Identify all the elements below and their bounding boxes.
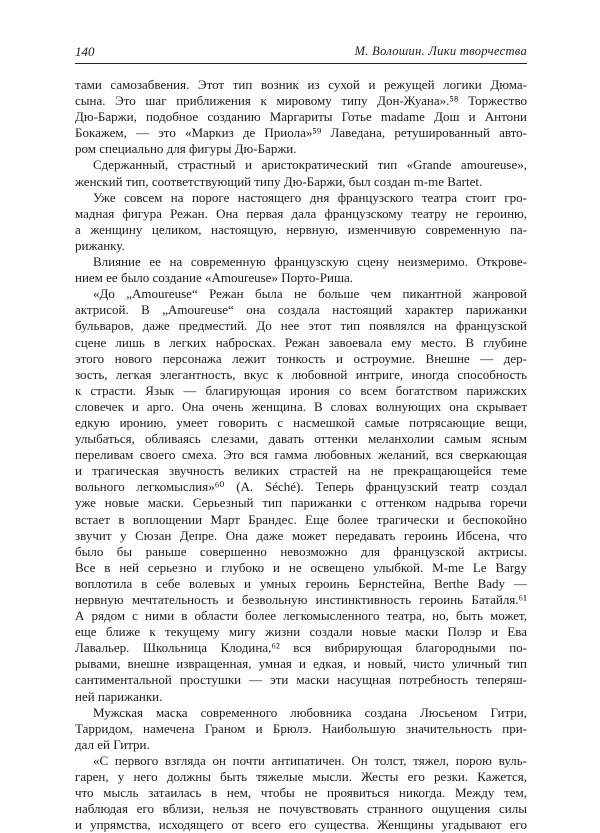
text-line: едкую иронию, умеет говорить с насмешкой самые потрясающие вещи, <box>75 414 527 430</box>
running-header <box>75 44 527 64</box>
text-line: «До „Amoureuse“ Режан была не больше чем пикантной жанровой <box>93 286 527 302</box>
text-line: воплотила в себе волевых и умных героинь Бернстейна, Berthe Bady — <box>75 575 527 591</box>
text-line: улыбаться, обливаясь слезами, давать оттенки меланхолии самым ясным <box>75 431 527 447</box>
text-line: бульваров, даже предместий. До нее этот тип появлялся на французской <box>75 318 527 334</box>
text-line: этого нового персонажа лежит тонкость и остроумие. Внешне — дер- <box>75 350 527 366</box>
text-line: сантиментальной простушки — эти маски насущная потребность теперяш- <box>75 672 527 688</box>
text-line: «С первого взгляда он почти антипатичен. Он толст, тяжел, порою вуль- <box>93 752 527 768</box>
text-line: актрисой. В „Amoureuse“ она создала настоящий характер парижанки <box>75 302 527 318</box>
text-line: дал ей Гитри. <box>75 736 150 752</box>
text-line: тами самозабвения. Этот тип возник из сухой и режущей логики Дюма- <box>75 77 527 92</box>
body-text <box>75 77 527 833</box>
text-line: к страсти. Язык — благирующая ирония со всем богатством парижских <box>75 382 527 398</box>
text-line: Мужская маска современного любовника создана Люсьеном Гитри, <box>93 704 527 720</box>
text-line: еще ближе к текущему мигу жизни создали новые маски Полэр и Ева <box>75 624 527 640</box>
text-line: Дю-Баржи, подобное созданию Маргариты Готье madame Дош и Антони <box>75 109 527 125</box>
text-line: а женщину целиком, настоящую, нервную, изменчивую современную па- <box>75 221 527 237</box>
text-line: нием ее было создание «Amoureuse» Порто-Риша. <box>75 270 353 286</box>
text-line: нервную мечтательность и безвольную инстинктивность героинь Батайля.⁶¹ <box>75 592 527 607</box>
text-line: Бокажем, — это «Маркиз де Приола»⁵⁹ Лаведана, ретушированный авто- <box>75 125 527 141</box>
text-line: было бы раньше совершенно невозможно для французской актрисы. <box>75 543 527 559</box>
text-line: рижанку. <box>75 237 125 253</box>
text-line: Все в ней серьезно и глубоко и не освещено улыбкой. M-me Le Bargy <box>75 559 527 575</box>
text-line: наблюдая его вблизи, нельзя не почувствовать странного ощущения силы <box>75 801 527 817</box>
text-line: женский тип, соответствующий типу Дю-Баржи, был создан m-me Bartet. <box>75 173 483 189</box>
text-line: и упрямства, исходящего от всего его существа. Женщины угадывают его <box>75 817 527 833</box>
text-line: Тарридом, намечена Граном и Брюлэ. Наибольшую значительность при- <box>75 720 527 736</box>
text-line: и трагическая звучность великих страстей на не прекращающейся теме <box>75 463 527 479</box>
text-line: ней парижанки. <box>75 688 163 704</box>
text-line: встает в воплощении Март Брандес. Еще более трагически и беспокойно <box>75 511 527 527</box>
running-title: М. Волошин. Лики творчества <box>354 44 527 58</box>
header-rule <box>75 63 527 64</box>
text-line: звучит у Сюзан Депре. Она даже может передавать героинь Ибсена, что <box>75 527 527 543</box>
text-line: А рядом с ними в области более легкомысленного театра, но, быть может, <box>75 608 527 624</box>
page-number: 140 <box>75 44 95 59</box>
text-line: Уже совсем на пороге настоящего дня французского театра стоит гро- <box>93 189 527 205</box>
text-line: сына. Это шаг приближения к мировому типу Дон-Жуана».⁵⁸ Торжество <box>75 93 527 109</box>
text-line: мадная фигура Режан. Она первая дала французскому театру не героиню, <box>75 205 527 221</box>
text-line: Влияние ее на современную французскую сцену неизмеримо. Открове- <box>93 254 527 270</box>
text-line: Сдержанный, страстный и аристократический тип «Grande amoureuse», <box>93 157 527 173</box>
text-line: гарен, у него должны быть тяжелые мысли. Жесты его резки. Кажется, <box>75 769 527 785</box>
text-line: что мысль затаилась в нем, чтобы не проявиться никогда. Между тем, <box>75 785 527 801</box>
text-line: сцене лишь в легких набросках. Режан завоевала ему место. В глубине <box>75 334 527 350</box>
text-line: зость, легкая элегантность, вкус к любовной интриге, иногда способность <box>75 366 527 382</box>
text-line: Лавальер. Школьница Клодина,⁶² вся вибрирующая благородными по- <box>75 640 527 656</box>
text-line: рывами, внешне извращенная, умная и едкая, и новый, чисто уличный тип <box>75 656 527 672</box>
text-line: переливам своего смеха. Это вся гамма любовных желаний, вся сверкающая <box>75 447 527 463</box>
text-line: словечек и арго. Она очень женщина. В словах волнующих она скрывает <box>75 398 527 414</box>
text-line: ром специально для фигуры Дю-Баржи. <box>75 141 297 157</box>
text-line: вольного легкомыслия»⁶⁰ (A. Séché). Теперь французский театр создал <box>75 479 527 495</box>
text-line: уже новые маски. Серьезный тип парижанки с оттенком надрыва горечи <box>75 495 527 511</box>
